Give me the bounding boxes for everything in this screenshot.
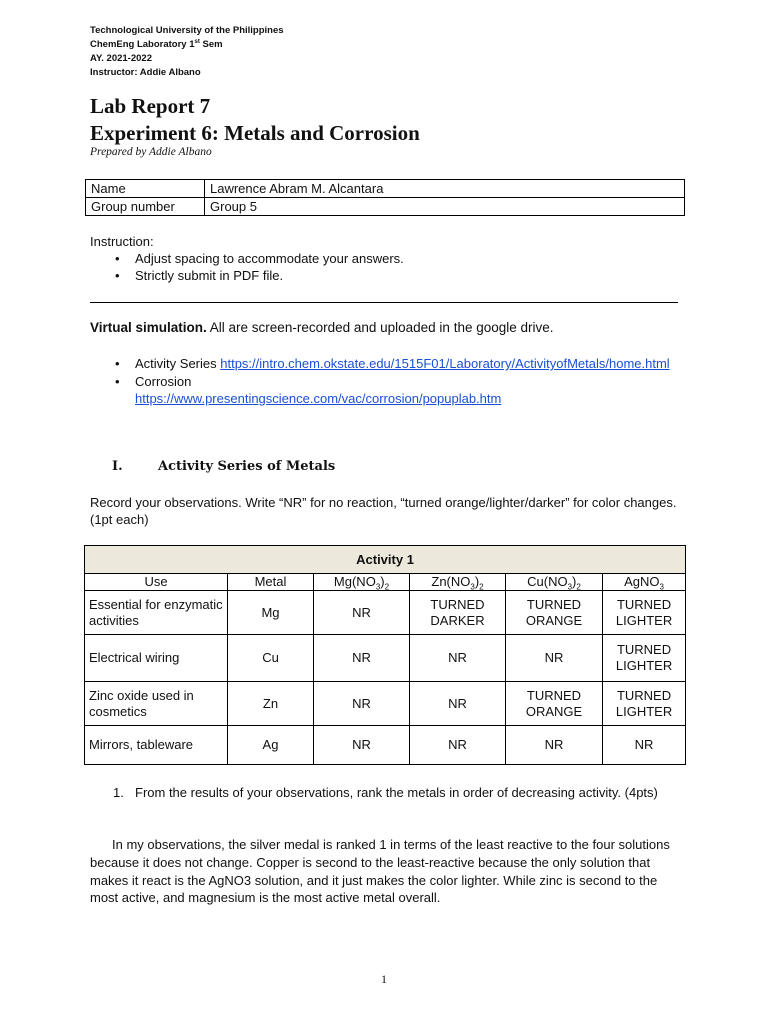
name-value: Lawrence Abram M. Alcantara [205, 180, 685, 198]
group-value: Group 5 [205, 198, 685, 216]
table-row [85, 726, 686, 765]
group-label: Group number [86, 198, 205, 216]
section-numeral: I. [112, 459, 123, 474]
ag-result-cell: TURNED LIGHTER [603, 591, 686, 635]
table-row [86, 198, 685, 216]
table-caption: Activity 1 [85, 546, 686, 574]
mg-result-cell: NR [314, 635, 410, 682]
metal-cell: Mg [228, 591, 314, 635]
question-text: From the results of your observations, rank the metals in order of decreasing activity. (4pts) [135, 785, 658, 800]
list-item [135, 355, 675, 373]
experiment-title: Experiment 6: Metals and Corrosion [90, 121, 420, 145]
use-cell: Zinc oxide used in cosmetics [85, 682, 228, 726]
metal-cell: Zn [228, 682, 314, 726]
column-header-zn-nitrate: $Zn(NO_3)_2$ [410, 574, 506, 591]
corrosion-link[interactable]: https://www.presentingscience.com/vac/corrosion/popuplab.htm [135, 391, 502, 406]
ag-result-cell: NR [603, 726, 686, 765]
question-1 [113, 784, 675, 801]
column-header-ag-nitrate: AgNO$_3$ [603, 574, 686, 591]
use-cell: Mirrors, tableware [85, 726, 228, 765]
report-title: Lab Report 7 [90, 94, 211, 118]
corrosion-label: • Corrosion [135, 373, 192, 389]
mg-result-cell: NR [314, 682, 410, 726]
page-number: 1 [381, 972, 387, 986]
cu-result-cell: TURNED ORANGE [506, 591, 603, 635]
instructions-list [135, 250, 635, 284]
instructor: Instructor: Addie Albano [90, 67, 201, 78]
prepared-by: Prepared by Addie Albano [90, 146, 212, 158]
cu-result-cell: NR [506, 635, 603, 682]
zn-result-cell: TURNED DARKER [410, 591, 506, 635]
instructions-label: Instruction: [90, 234, 154, 249]
table-header-row [85, 574, 686, 591]
zn-result-cell: NR [410, 726, 506, 765]
mg-result-cell: NR [314, 726, 410, 765]
zn-result-cell: NR [410, 682, 506, 726]
table-row [86, 180, 685, 198]
name-label: Name [86, 180, 205, 198]
simulation-links [135, 355, 675, 408]
list-item: • Adjust spacing to accommodate your answers. [135, 250, 635, 267]
list-item: • Strictly submit in PDF file. [135, 267, 635, 284]
ag-result-cell: TURNED LIGHTER [603, 635, 686, 682]
table-row [85, 682, 686, 726]
question-number: 1. [113, 785, 124, 800]
lab-course: ChemEng Laboratory 1st Sem [90, 38, 223, 50]
university-name: Technological University of the Philippines [90, 25, 284, 36]
divider [90, 302, 678, 303]
virtual-simulation-line: Virtual simulation. All are screen-recorded and uploaded in the google drive. [90, 320, 554, 335]
activity-table [84, 545, 686, 765]
section-instruction: Record your observations. Write “NR” for no reaction, “turned orange/lighter/darker” for color changes. (1pt each) [90, 495, 677, 527]
use-cell: Electrical wiring [85, 635, 228, 682]
instructions [90, 233, 404, 283]
list-item [135, 373, 675, 408]
document-header [90, 24, 284, 80]
metal-cell: Ag [228, 726, 314, 765]
student-info-table [85, 179, 685, 216]
table-row [85, 635, 686, 682]
zn-result-cell: NR [410, 635, 506, 682]
table-caption-row [85, 546, 686, 574]
metal-cell: Cu [228, 635, 314, 682]
mg-result-cell: NR [314, 591, 410, 635]
section-heading [112, 459, 335, 474]
activity-series-label: Activity Series [135, 356, 221, 371]
activity-series-link[interactable]: https://intro.chem.okstate.edu/1515F01/Laboratory/ActivityofMetals/home.html [220, 356, 670, 371]
section-title: Activity Series of Metals [158, 459, 336, 474]
use-cell: Essential for enzymatic activities [85, 591, 228, 635]
cu-result-cell: NR [506, 726, 603, 765]
column-header-metal: Metal [228, 574, 314, 591]
ag-result-cell: TURNED LIGHTER [603, 682, 686, 726]
answer-paragraph: In my observations, the silver medal is ranked 1 in terms of the least reactive to the four solutions because it does not change. Copper is second to the least-reactive because the only solution that makes it react is the AgNO3 solution, and it just makes the color lighter. While zinc is second to the most active, and magnesium is the most active metal overall. [90, 837, 670, 906]
column-header-cu-nitrate: $Cu(NO_3)_2$ [506, 574, 603, 591]
column-header-mg-nitrate: $Mg(NO_3)_2$ [314, 574, 410, 591]
table-row [85, 591, 686, 635]
academic-year: AY. 2021-2022 [90, 53, 152, 64]
column-header-use: Use [85, 574, 228, 591]
cu-result-cell: TURNED ORANGE [506, 682, 603, 726]
